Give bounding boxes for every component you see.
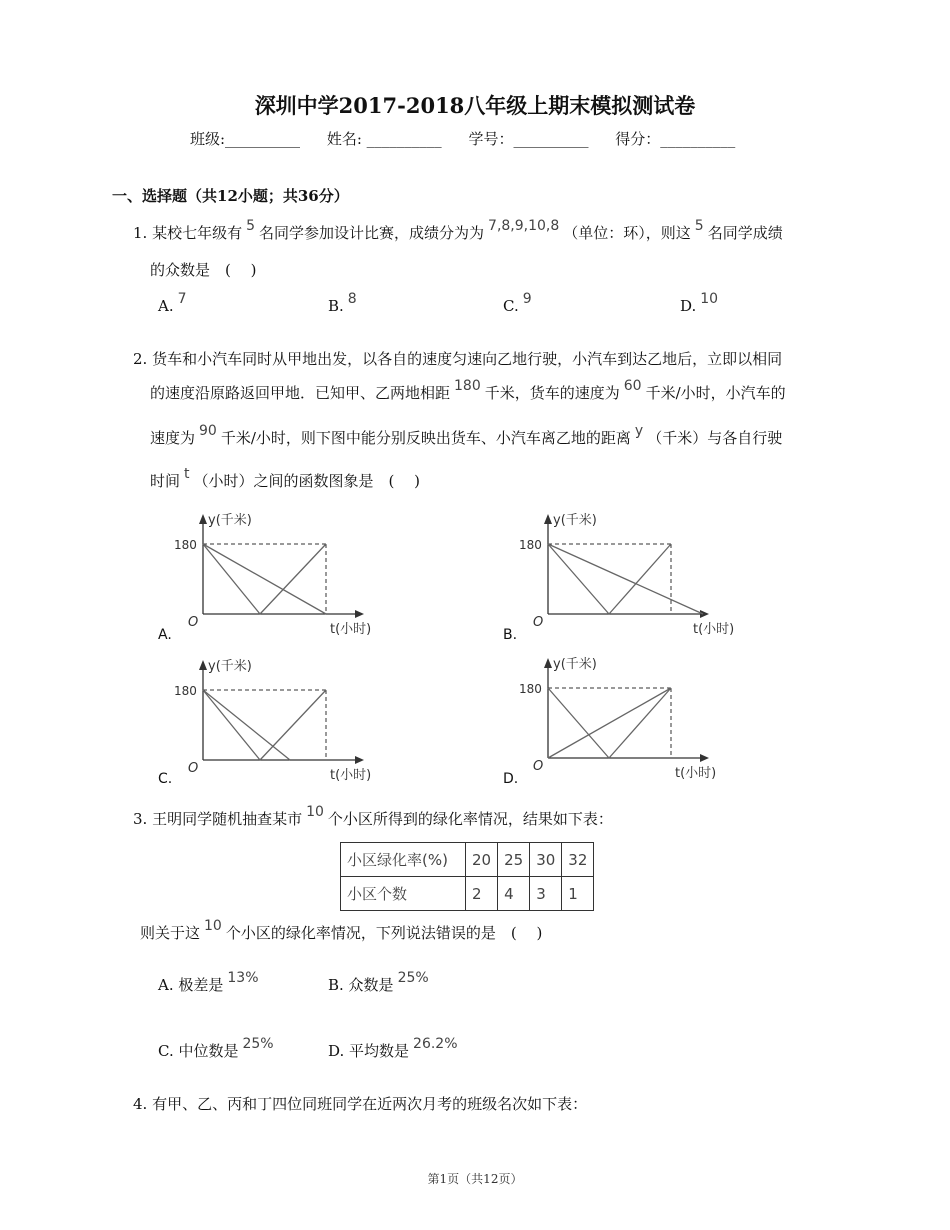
q1-option-a: A. 7 <box>158 291 187 315</box>
page-footer: 第1页（共12页） <box>427 1172 523 1186</box>
q1-option-b: B. 8 <box>328 291 357 315</box>
graph-d-ylabel: y(千米) <box>553 657 597 672</box>
table-cell: 3 <box>530 877 562 911</box>
q3-option-d: D. 平均数是 26.2% <box>328 1036 458 1060</box>
graph-d-ytick: 180 <box>519 682 542 696</box>
table-row <box>341 877 594 911</box>
q1-line2: 的众数是 ( ) <box>150 261 257 279</box>
table-cell: 2 <box>466 877 498 911</box>
graph-a-label: A. <box>158 627 172 643</box>
q3-line2: 则关于这 10 个小区的绿化率情况，下列说法错误的是 ( ) <box>140 918 543 942</box>
graph-d-xlabel: t(小时) <box>675 766 717 781</box>
table-cell: 25 <box>498 843 530 877</box>
graph-c <box>158 656 398 795</box>
graph-b-ytick: 180 <box>519 538 542 552</box>
q1-option-d: D. 10 <box>680 291 719 315</box>
graph-d-origin: O <box>533 759 544 774</box>
q2-line1: 2. 货车和小汽车同时从甲地出发，以各自的速度匀速向乙地行驶，小汽车到达乙地后，立即以相同 <box>133 350 783 368</box>
graph-b <box>503 510 743 649</box>
graph-c-xlabel: t(小时) <box>330 768 372 783</box>
table-cell: 30 <box>530 843 562 877</box>
table-header-cell: 小区个数 <box>341 877 466 911</box>
page-title: 深圳中学2017-2018八年级上期末模拟测试卷 <box>254 93 696 118</box>
graph-c-origin: O <box>188 761 199 776</box>
table-cell: 4 <box>498 877 530 911</box>
graph-a-origin: O <box>188 615 199 630</box>
table-cell: 32 <box>562 843 594 877</box>
graph-c-ylabel: y(千米) <box>208 659 252 674</box>
id-field: 学号：__________ <box>468 130 589 148</box>
q3-option-a: A. 极差是 13% <box>158 970 259 994</box>
graph-a-ytick: 180 <box>174 538 197 552</box>
graph-a-ylabel: y(千米) <box>208 513 252 528</box>
graph-d <box>503 654 743 793</box>
student-info-line <box>190 128 757 149</box>
section-heading: 一、选择题（共12小题；共36分） <box>112 187 349 205</box>
table-cell: 20 <box>466 843 498 877</box>
q2-line4: 时间 t （小时）之间的函数图象是 ( ) <box>150 466 420 490</box>
q2-line3: 速度为 90 千米/小时，则下图中能分别反映出货车、小汽车离乙地的距离 y （千米）与各自行驶 <box>150 423 783 447</box>
q2-line2: 的速度沿原路返回甲地．已知甲、乙两地相距 180 千米，货车的速度为 60 千米/小时，小汽车的 <box>150 378 786 402</box>
q1-option-c: C. 9 <box>503 291 532 315</box>
graph-b-label: B. <box>503 627 518 643</box>
table-row <box>341 843 594 877</box>
graph-a-xlabel: t(小时) <box>330 622 372 637</box>
graph-d-label: D. <box>503 771 519 787</box>
q1-line1: 1. 某校七年级有 5 名同学参加设计比赛，成绩分为为 7,8,9,10,8 （单位：环），则这 5 名同学成绩 <box>133 218 783 242</box>
graph-b-ylabel: y(千米) <box>553 513 597 528</box>
greening-rate-table <box>340 842 594 911</box>
table-header-cell: 小区绿化率(%) <box>341 843 466 877</box>
graph-c-label: C. <box>158 771 173 787</box>
graph-b-xlabel: t(小时) <box>693 622 735 637</box>
class-field: 班级:__________ <box>190 130 301 148</box>
graph-c-ytick: 180 <box>174 684 197 698</box>
graph-a <box>158 510 398 649</box>
graph-b-origin: O <box>533 615 544 630</box>
q3-line1: 3. 王明同学随机抽查某市 10 个小区所得到的绿化率情况，结果如下表： <box>133 804 613 828</box>
name-field: 姓名: __________ <box>326 130 442 148</box>
score-field: 得分：__________ <box>615 130 736 148</box>
q4-line1: 4. 有甲、乙、丙和丁四位同班同学在近两次月考的班级名次如下表： <box>133 1095 588 1113</box>
q3-option-c: C. 中位数是 25% <box>158 1036 274 1060</box>
table-cell: 1 <box>562 877 594 911</box>
q3-option-b: B. 众数是 25% <box>328 970 429 994</box>
